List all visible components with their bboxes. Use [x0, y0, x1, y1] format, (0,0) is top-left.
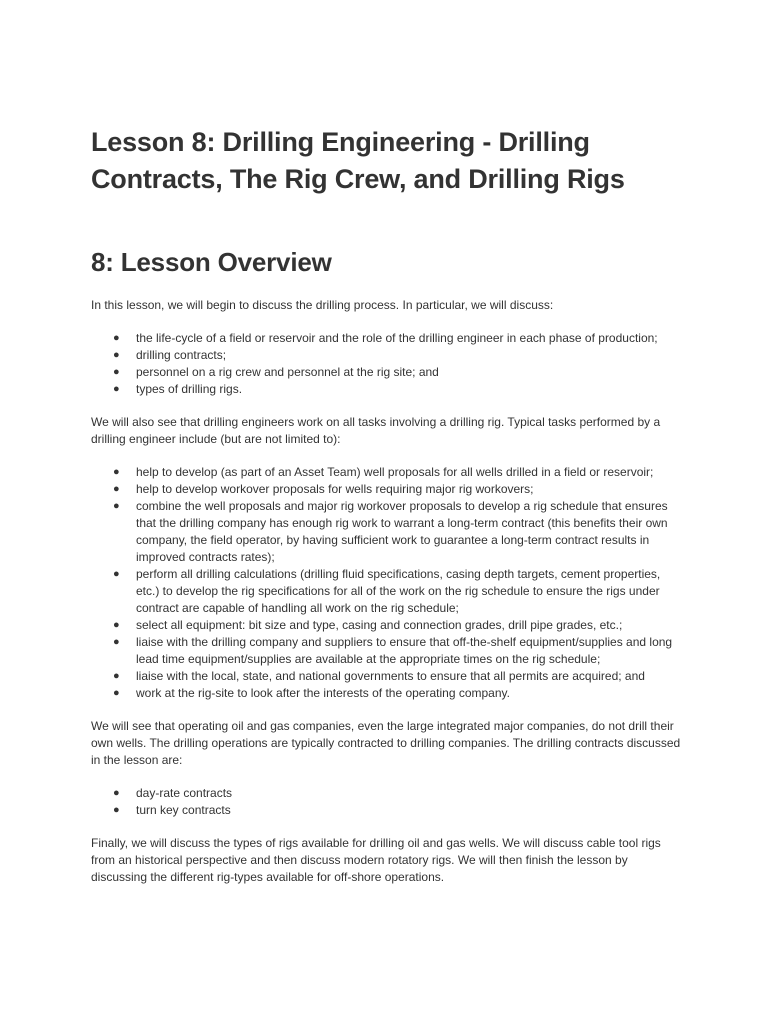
list-item-text: combine the well proposals and major rig workover proposals to develop a rig schedule that ensures that the drilling company has enough rig work to warrant a long-term contract (this benefits their own company, the field operator, by having sufficient work to guarantee a long-term contract results in improved contracts rates); — [136, 499, 668, 564]
tasks-paragraph: We will also see that drilling engineers work on all tasks involving a drilling rig. Typical tasks performed by a drilling engineer include (but are not limited to): — [91, 415, 661, 446]
intro-paragraph: In this lesson, we will begin to discuss the drilling process. In particular, we will discuss: — [91, 298, 554, 312]
bullet-icon: ● — [113, 466, 120, 478]
list-item — [91, 634, 681, 668]
list-item-text: personnel on a rig crew and personnel at the rig site; and — [136, 365, 439, 379]
bullet-icon: ● — [113, 787, 120, 799]
bullet-icon: ● — [113, 349, 120, 361]
lesson-title: Lesson 8: Drilling Engineering - Drilling Contracts, The Rig Crew, and Drilling Rigs — [91, 127, 625, 194]
list-item — [91, 481, 681, 498]
list-item — [91, 566, 681, 617]
tasks-list — [91, 464, 681, 702]
list-item-text: types of drilling rigs. — [136, 382, 243, 396]
contracts-paragraph: We will see that operating oil and gas companies, even the large integrated major companies, do not drill their own wells. The drilling operations are typically contracted to drilling companies. The drilling contracts discussed in the lesson are: — [91, 719, 681, 767]
contracts-list — [91, 785, 681, 819]
list-item — [91, 802, 681, 819]
bullet-icon: ● — [113, 568, 120, 580]
list-item-text: perform all drilling calculations (drilling fluid specifications, casing depth targets, cement properties, etc.) to develop the rig specifications for all of the work on the rig schedule to ensure the rigs under contract are capable of handling all work on the rig schedule; — [136, 567, 661, 615]
document-page — [91, 124, 681, 886]
list-item — [91, 381, 681, 398]
bullet-icon: ● — [113, 500, 120, 512]
topics-list — [91, 330, 681, 398]
bullet-icon: ● — [113, 670, 120, 682]
list-item — [91, 330, 681, 347]
list-item-text: the life-cycle of a field or reservoir and the role of the drilling engineer in each phase of production; — [136, 331, 658, 345]
list-item-text: help to develop (as part of an Asset Team) well proposals for all wells drilled in a field or reservoir; — [136, 465, 654, 479]
list-item — [91, 464, 681, 481]
bullet-icon: ● — [113, 383, 120, 395]
bullet-icon: ● — [113, 366, 120, 378]
list-item — [91, 685, 681, 702]
list-item — [91, 785, 681, 802]
bullet-icon: ● — [113, 483, 120, 495]
list-item-text: drilling contracts; — [136, 348, 227, 362]
list-item — [91, 364, 681, 381]
list-item-text: turn key contracts — [136, 803, 231, 817]
bullet-icon: ● — [113, 687, 120, 699]
list-item-text: day-rate contracts — [136, 786, 233, 800]
list-item-text: work at the rig-site to look after the interests of the operating company. — [136, 686, 510, 700]
bullet-icon: ● — [113, 804, 120, 816]
list-item-text: help to develop workover proposals for wells requiring major rig workovers; — [136, 482, 534, 496]
list-item — [91, 668, 681, 685]
section-heading: 8: Lesson Overview — [91, 247, 332, 277]
closing-paragraph: Finally, we will discuss the types of rigs available for drilling oil and gas wells. We will discuss cable tool rigs from an historical perspective and then discuss modern rotatory rigs. We will then finish the lesson by discussing the different rig-types available for off-shore operations. — [91, 836, 661, 884]
bullet-icon: ● — [113, 332, 120, 344]
bullet-icon: ● — [113, 636, 120, 648]
list-item — [91, 498, 681, 566]
list-item-text: liaise with the local, state, and national governments to ensure that all permits are acquired; and — [136, 669, 645, 683]
bullet-icon: ● — [113, 619, 120, 631]
list-item-text: select all equipment: bit size and type, casing and connection grades, drill pipe grades, etc.; — [136, 618, 623, 632]
list-item — [91, 617, 681, 634]
list-item-text: liaise with the drilling company and suppliers to ensure that off-the-shelf equipment/supplies and long lead time equipment/supplies are available at the appropriate times on the rig schedule; — [136, 635, 673, 666]
list-item — [91, 347, 681, 364]
